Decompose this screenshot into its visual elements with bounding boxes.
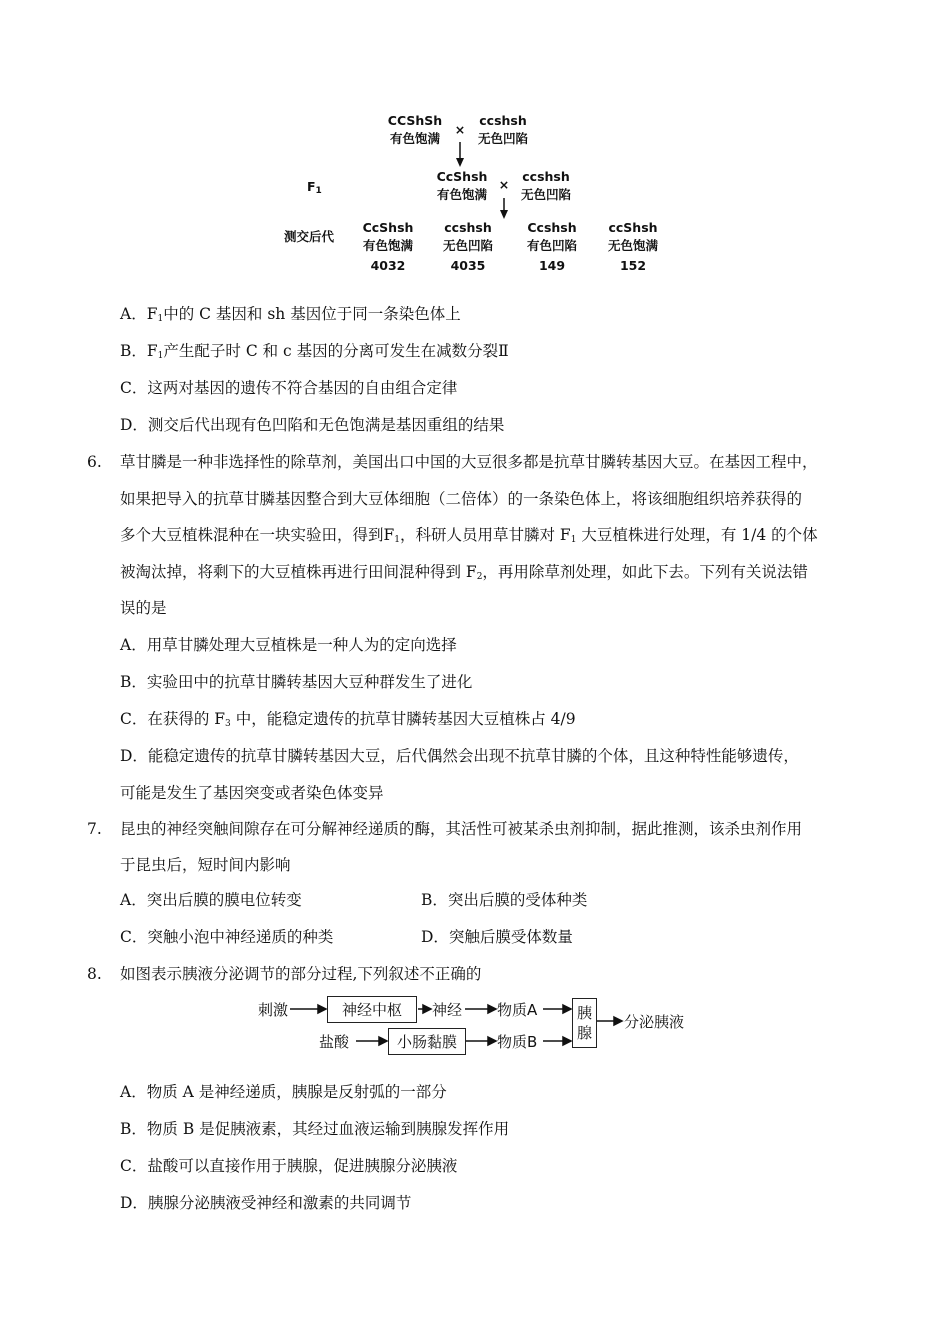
offspring-phenotype: 无色饱满 — [607, 238, 658, 253]
q7-option-a: A．突出后膜的膜电位转变 — [120, 891, 302, 909]
substance-b-label: 物质B — [497, 1033, 538, 1051]
q8-number: 8. — [87, 965, 102, 983]
q8-option-a: A．物质 A 是神经递质，胰腺是反射弧的一部分 — [120, 1083, 447, 1101]
offspring-genotype: ccshsh — [444, 220, 492, 235]
q6-option-d-cont: 可能是发生了基因突变或者染色体变异 — [120, 784, 384, 802]
q8-stem: 如图表示胰液分泌调节的部分过程,下列叙述不正确的 — [120, 965, 482, 983]
f1-to-testcross-arrowhead — [500, 210, 508, 219]
p-right-genotype: ccshsh — [479, 113, 527, 128]
q6-stem-line: 多个大豆植株混种在一块实验田，得到$F_1$，科研人员用草甘膦对 $F_1$ 大豆植株进行处理，有 1/4 的个体 — [120, 526, 818, 545]
q8-option-c: C．盐酸可以直接作用于胰腺，促进胰腺分泌胰液 — [120, 1157, 458, 1175]
cross-arrows — [0, 0, 950, 300]
q6-stem-line: 如果把导入的抗草甘膦基因整合到大豆体细胞（二倍体）的一条染色体上，将该细胞组织培养获得的 — [120, 490, 803, 508]
p-to-f1-arrowhead — [456, 158, 464, 167]
offspring-phenotype: 有色凹陷 — [526, 238, 577, 253]
q6-stem-line: 被淘汰掉，将剩下的大豆植株再进行田间混种得到 $F_2$，再用除草剂处理，如此下去。下列有关说法错 — [120, 563, 808, 582]
q8-option-d: D．胰腺分泌胰液受神经和激素的共同调节 — [120, 1194, 412, 1212]
offspring-genotype: Ccshsh — [527, 220, 577, 235]
offspring-phenotype: 无色凹陷 — [442, 238, 493, 253]
pancreas-label-1: 胰 — [576, 1004, 592, 1022]
q6-number: 6. — [87, 453, 102, 471]
q5-option-c: C．这两对基因的遗传不符合基因的自由组合定律 — [120, 379, 458, 397]
q7-option-b: B．突出后膜的受体种类 — [421, 891, 588, 909]
q5-option-d: D．测交后代出现有色凹陷和无色饱满是基因重组的结果 — [120, 416, 505, 434]
offspring-genotype: CcShsh — [362, 220, 414, 235]
q7-stem-line: 于昆虫后，短时间内影响 — [120, 856, 291, 874]
f1-label: $F_1$ — [307, 179, 322, 196]
nerve-label: 神经 — [432, 1001, 463, 1019]
diagram-arrows — [0, 990, 950, 1060]
f1-phenotype: 有色饱满 — [436, 187, 487, 202]
q5-option-b: B．$F_1$产生配子时 C 和 c 基因的分离可发生在减数分裂Ⅱ — [120, 342, 509, 361]
q5-option-a: A．$F_1$中的 C 基因和 sh 基因位于同一条染色体上 — [120, 305, 461, 324]
q6-stem-line: 草甘膦是一种非选择性的除草剂，美国出口中国的大豆很多都是抗草甘膦转基因大豆。在基因工程中， — [120, 453, 818, 471]
offspring-count: 152 — [619, 258, 647, 273]
offspring-count: 4035 — [450, 258, 486, 273]
f1-partner-phenotype: 无色凹陷 — [520, 187, 571, 202]
offspring-phenotype: 有色饱满 — [362, 238, 413, 253]
p-right-phenotype: 无色凹陷 — [477, 131, 528, 146]
offspring-count: 4032 — [370, 258, 406, 273]
q8-option-b: B．物质 B 是促胰液素，其经过血液运输到胰腺发挥作用 — [120, 1120, 510, 1138]
output-label: 分泌胰液 — [624, 1013, 685, 1031]
offspring-genotype: ccShsh — [608, 220, 658, 235]
q6-option-a: A．用草甘膦处理大豆植株是一种人为的定向选择 — [120, 636, 457, 654]
nerve-center-box — [327, 996, 417, 1023]
q7-stem-line: 昆虫的神经突触间隙存在可分解神经递质的酶，其活性可被某杀虫剂抑制，据此推测，该杀虫剂作用 — [120, 820, 803, 838]
intestine-box — [388, 1028, 466, 1055]
q7-option-c: C．突触小泡中神经递质的种类 — [120, 928, 334, 946]
q6-option-b: B．实验田中的抗草甘膦转基因大豆种群发生了进化 — [120, 673, 473, 691]
pancreas-label-2: 腺 — [576, 1024, 592, 1042]
acid-label: 盐酸 — [319, 1033, 350, 1051]
testcross-label: 测交后代 — [284, 229, 335, 244]
cross-symbol: × — [454, 122, 466, 137]
f1-genotype: CcShsh — [436, 169, 488, 184]
pancreas-box — [572, 998, 597, 1048]
q6-stem-line: 误的是 — [120, 599, 167, 617]
q6-option-c: C．在获得的 $F_3$ 中，能稳定遗传的抗草甘膦转基因大豆植株占 4/9 — [120, 710, 576, 729]
stimulus-label: 刺激 — [258, 1001, 289, 1019]
q7-option-d: D．突触后膜受体数量 — [421, 928, 573, 946]
p-left-genotype: CCShSh — [387, 113, 443, 128]
substance-a-label: 物质A — [497, 1001, 538, 1019]
f1-partner-genotype: ccshsh — [522, 169, 570, 184]
intestine-label: 小肠黏膜 — [396, 1033, 457, 1051]
cross-symbol-f1: × — [498, 177, 510, 192]
q6-option-d: D．能稳定遗传的抗草甘膦转基因大豆，后代偶然会出现不抗草甘膦的个体，且这种特性能够遗传， — [120, 747, 799, 765]
p-left-phenotype: 有色饱满 — [389, 131, 440, 146]
offspring-count: 149 — [538, 258, 566, 273]
nerve-center-label: 神经中枢 — [341, 1001, 402, 1019]
q7-number: 7. — [87, 820, 102, 838]
